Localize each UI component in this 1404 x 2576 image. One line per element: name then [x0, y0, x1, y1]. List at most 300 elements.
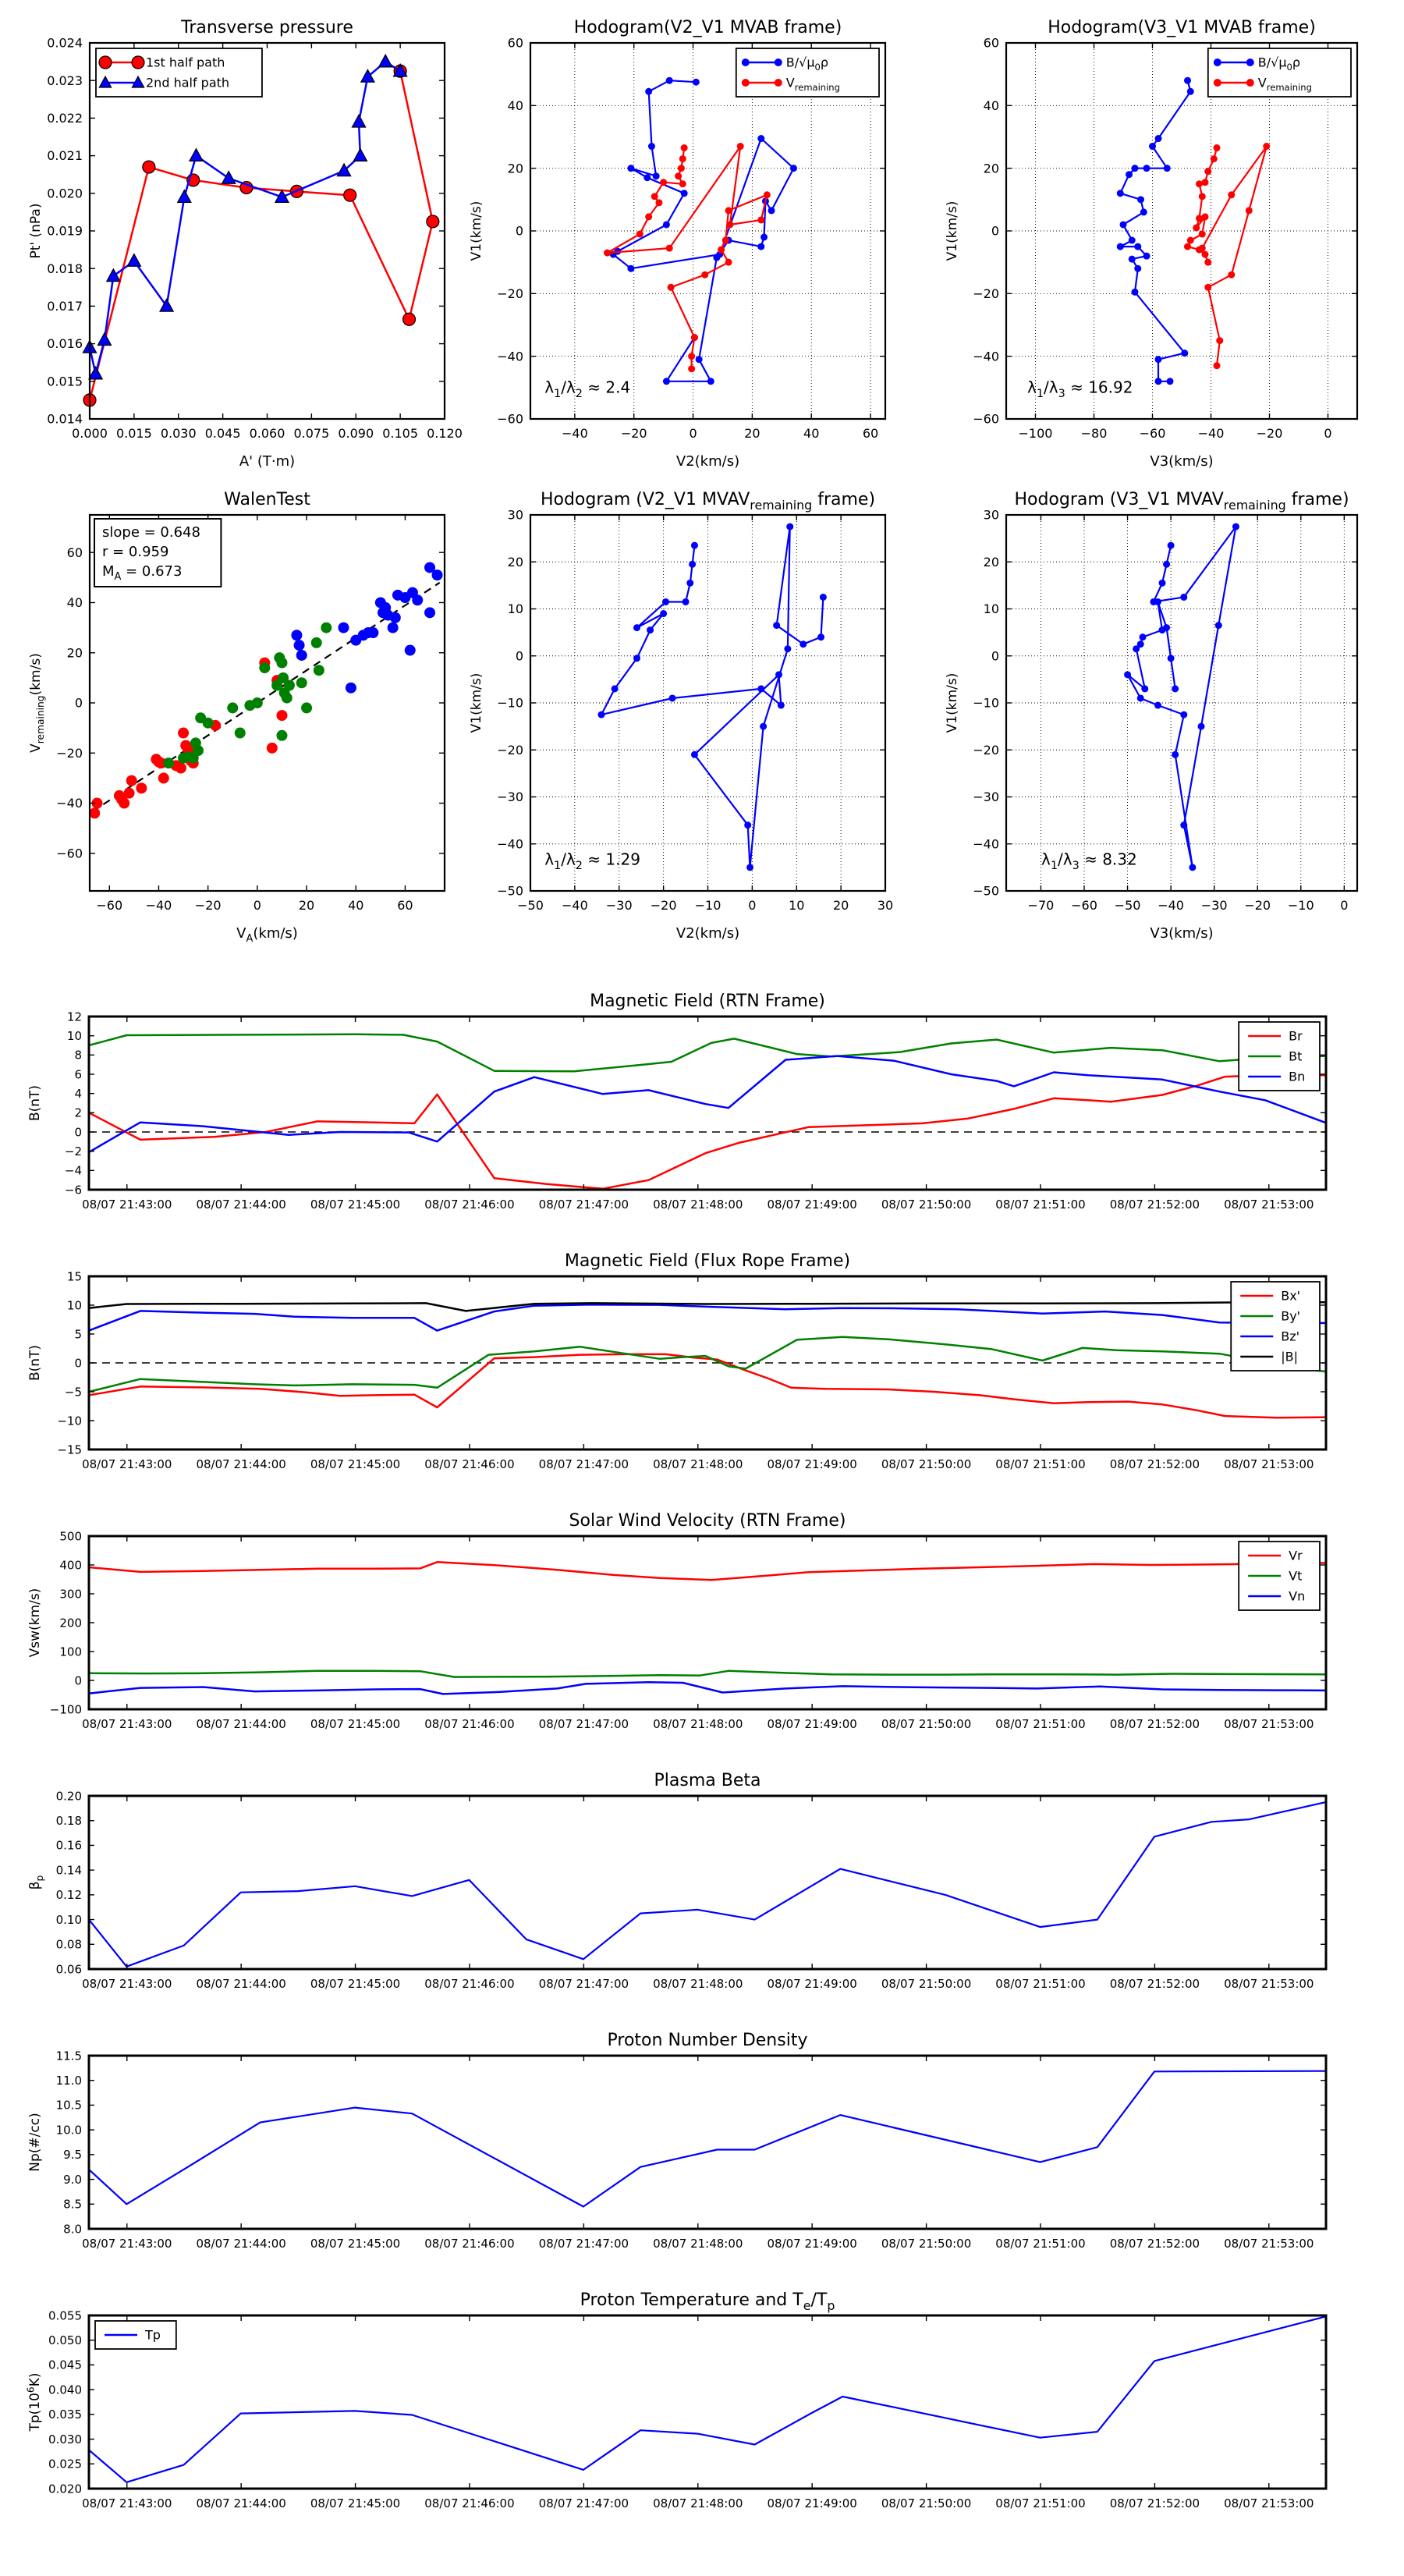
magnetic-field-rtn-legend	[1239, 1022, 1320, 1091]
x-tick-label: 20	[744, 426, 760, 441]
y-tick-label: 0	[74, 1356, 82, 1371]
y-tick-label: 0.014	[47, 411, 83, 427]
transverse-pressure-title: Transverse pressure	[181, 18, 353, 37]
y-tick-label: 0	[991, 223, 999, 239]
x-tick-label: 08/07 21:53:00	[1224, 1457, 1314, 1471]
x-tick-label: −20	[1256, 426, 1283, 441]
walen-test-title: WalenTest	[224, 490, 310, 509]
y-tick-label: 0.025	[48, 2457, 82, 2471]
x-tick-label: 08/07 21:45:00	[310, 1198, 401, 1212]
y-tick-label: 20	[507, 554, 523, 569]
y-tick-label: 0.055	[48, 2308, 82, 2323]
magnetic-field-rtn-title: Magnetic Field (RTN Frame)	[590, 992, 825, 1011]
y-tick-label: 500	[59, 1529, 82, 1544]
x-tick-label: 08/07 21:48:00	[653, 1717, 743, 1731]
y-tick-label: 8	[74, 1048, 82, 1063]
x-tick-label: 20	[298, 898, 315, 913]
y-tick-label: −50	[497, 883, 523, 899]
y-tick-label: 0.16	[55, 1838, 82, 1853]
x-tick-label: −30	[605, 898, 633, 913]
y-tick-label: 20	[983, 161, 999, 176]
y-tick-label: 20	[66, 645, 83, 661]
y-tick-label: 0.022	[47, 111, 83, 126]
y-tick-label: 0.040	[48, 2383, 82, 2397]
y-tick-label: 400	[59, 1558, 82, 1573]
y-tick-label: 0	[515, 648, 523, 664]
walen-test-ylabel: $V_{remaining}(km/s)$	[28, 653, 46, 753]
x-tick-label: 08/07 21:47:00	[538, 1717, 629, 1731]
x-tick-label: 08/07 21:52:00	[1109, 1717, 1200, 1731]
y-tick-label: −30	[973, 789, 999, 805]
x-tick-label: 08/07 21:44:00	[196, 1198, 286, 1212]
x-tick-label: 40	[803, 426, 820, 441]
y-tick-label: 0.18	[55, 1813, 82, 1828]
x-tick-label: 0.075	[293, 426, 330, 441]
plasma-beta-panel	[11, 1758, 1387, 2053]
y-tick-label: 0.020	[48, 2482, 82, 2496]
plasma-beta-title: Plasma Beta	[654, 1771, 761, 1790]
x-tick-label: 08/07 21:46:00	[424, 2496, 515, 2510]
x-tick-label: −10	[1287, 898, 1314, 913]
y-tick-label: −40	[497, 836, 523, 852]
y-tick-label: 10	[507, 601, 523, 617]
legend-label: $V_{remaining}$	[1257, 75, 1312, 94]
y-tick-label: 8.0	[63, 2222, 82, 2237]
magnetic-field-rtn-ylabel: B(nT)	[27, 1084, 43, 1122]
y-tick-label: 0.20	[55, 1789, 82, 1804]
legend-label: Bn	[1289, 1069, 1306, 1084]
y-tick-label: 60	[507, 35, 523, 51]
x-tick-label: 0.015	[115, 426, 152, 441]
transverse-pressure-series	[83, 55, 438, 406]
x-tick-label: 08/07 21:46:00	[424, 2237, 515, 2251]
plasma-beta-svg	[11, 1758, 1387, 2053]
magnetic-field-flux-rope-series	[89, 1302, 1326, 1418]
y-tick-label: 30	[983, 507, 999, 523]
hodogram-v3v1-mvab-svg	[928, 5, 1404, 503]
proton-temperature-ylabel: $Tp(10^6K)$	[25, 2372, 43, 2432]
y-tick-label: 40	[983, 98, 999, 113]
x-tick-label: 08/07 21:52:00	[1109, 1457, 1200, 1471]
y-tick-label: −60	[497, 411, 523, 427]
x-tick-label: −60	[1139, 426, 1166, 441]
y-tick-label: 60	[983, 35, 999, 51]
hodogram-v3v1-mvav-xlabel: V3(km/s)	[1150, 925, 1214, 942]
walen-test-plot	[12, 477, 505, 975]
annotation: $\lambda_1/\lambda_3 \approx 8.32$	[1041, 850, 1137, 872]
stats-line: $M_A = 0.673$	[102, 563, 183, 584]
x-tick-label: 08/07 21:45:00	[310, 1717, 401, 1731]
y-tick-label: 8.5	[63, 2197, 82, 2212]
magnetic-field-flux-rope-ylabel: B(nT)	[27, 1344, 43, 1382]
legend-label: 2nd half path	[146, 75, 230, 90]
magnetic-field-flux-rope-title: Magnetic Field (Flux Rope Frame)	[564, 1251, 851, 1271]
x-tick-label: 08/07 21:51:00	[995, 2237, 1086, 2251]
plasma-beta-series	[89, 1802, 1326, 1967]
y-tick-label: −5	[64, 1385, 82, 1400]
x-tick-label: 08/07 21:47:00	[538, 1457, 629, 1471]
x-tick-label: 08/07 21:50:00	[881, 2237, 972, 2251]
x-tick-label: 30	[877, 898, 894, 913]
hodogram-v2v1-mvav-svg	[452, 477, 946, 975]
x-tick-label: 08/07 21:51:00	[995, 1198, 1086, 1212]
x-tick-label: 0.030	[160, 426, 197, 441]
y-tick-label: 11.0	[55, 2073, 82, 2088]
x-tick-label: 08/07 21:53:00	[1224, 2237, 1314, 2251]
y-tick-label: 40	[507, 98, 523, 113]
hodogram-v2v1-mvab-ylabel: V1(km/s)	[469, 200, 484, 261]
proton-temperature-series	[89, 2316, 1326, 2482]
legend-label: |B|	[1281, 1349, 1299, 1364]
x-tick-label: −10	[694, 898, 722, 913]
y-tick-label: 10	[66, 1298, 82, 1313]
transverse-pressure-svg	[12, 5, 505, 503]
stats-line: slope = 0.648	[102, 524, 200, 541]
proton-temperature-panel	[11, 2278, 1387, 2573]
x-tick-label: 20	[832, 898, 849, 913]
x-tick-label: 0.000	[72, 426, 108, 441]
x-tick-label: 08/07 21:43:00	[82, 1977, 172, 1991]
y-tick-label: 10.0	[55, 2123, 82, 2138]
x-tick-label: 08/07 21:46:00	[424, 1977, 515, 1991]
y-tick-label: −60	[973, 411, 999, 427]
x-tick-label: 08/07 21:53:00	[1224, 1198, 1314, 1212]
x-tick-label: 08/07 21:52:00	[1109, 1198, 1200, 1212]
x-tick-label: 08/07 21:47:00	[538, 1198, 629, 1212]
annotation: $\lambda_1/\lambda_2 \approx 2.4$	[544, 378, 631, 400]
hodogram-v2v1-mvab-legend	[736, 48, 879, 97]
x-tick-label: 08/07 21:44:00	[196, 1977, 286, 1991]
annotation: $\lambda_1/\lambda_3 \approx 16.92$	[1027, 378, 1133, 400]
x-tick-label: 08/07 21:51:00	[995, 2496, 1086, 2510]
x-tick-label: 08/07 21:45:00	[310, 2496, 401, 2510]
transverse-pressure-xlabel: A' (T·m)	[239, 453, 296, 470]
proton-number-density-svg	[11, 2018, 1387, 2313]
hodogram-v3v1-mvav-series	[1124, 523, 1239, 871]
hodogram-v2v1-mvab-xlabel: V2(km/s)	[675, 453, 740, 470]
y-tick-label: −40	[56, 796, 83, 811]
y-tick-label: 0.017	[47, 299, 83, 314]
y-tick-label: 0	[74, 1125, 82, 1140]
legend-label: Bz'	[1281, 1329, 1300, 1344]
x-tick-label: 08/07 21:48:00	[653, 1977, 743, 1991]
legend-label: Br	[1289, 1028, 1303, 1044]
y-tick-label: 0.016	[47, 336, 83, 352]
y-tick-label: −20	[497, 286, 523, 301]
x-tick-label: 08/07 21:47:00	[538, 2237, 629, 2251]
transverse-pressure-ylabel: Pt' (nPa)	[28, 203, 44, 259]
x-tick-label: 0.105	[382, 426, 419, 441]
x-tick-label: 08/07 21:49:00	[767, 1457, 857, 1471]
y-tick-label: −20	[497, 742, 523, 758]
y-tick-label: −60	[56, 846, 83, 861]
y-tick-label: −40	[973, 349, 999, 364]
x-tick-label: 08/07 21:53:00	[1224, 1717, 1314, 1731]
y-tick-label: 0.06	[55, 1962, 82, 1977]
y-tick-label: −20	[56, 745, 83, 761]
x-tick-label: −70	[1027, 898, 1055, 913]
y-tick-label: 0.12	[55, 1888, 82, 1903]
hodogram-v3v1-mvab-xlabel: V3(km/s)	[1150, 453, 1214, 470]
proton-number-density-panel	[11, 2018, 1387, 2313]
y-tick-label: 0.14	[55, 1863, 82, 1878]
hodogram-v3v1-mvab-legend	[1208, 48, 1351, 97]
x-tick-label: 60	[397, 898, 413, 913]
legend-label: Vr	[1289, 1548, 1303, 1563]
x-tick-label: 08/07 21:52:00	[1109, 2496, 1200, 2510]
stats-line: r = 0.959	[102, 544, 169, 560]
walen-test-series	[89, 562, 442, 818]
proton-number-density-series	[89, 2071, 1326, 2207]
hodogram-v2v1-mvav-title: Hodogram (V2_V1 $MVAV_{remaining}$ frame)	[540, 490, 876, 513]
y-tick-label: 10.5	[55, 2098, 82, 2113]
legend-label: $V_{remaining}$	[785, 75, 840, 94]
hodogram-v2v1-mvab-svg	[452, 5, 946, 503]
y-tick-label: 0	[74, 1673, 82, 1688]
hodogram-v2v1-mvav-xlabel: V2(km/s)	[675, 925, 740, 942]
y-tick-label: −10	[57, 1414, 82, 1428]
legend-label: Bx'	[1281, 1288, 1301, 1304]
x-tick-label: 08/07 21:50:00	[881, 1717, 972, 1731]
magnetic-field-rtn-panel	[11, 979, 1387, 1274]
y-tick-label: 0.019	[47, 223, 83, 239]
x-tick-label: 08/07 21:51:00	[995, 1977, 1086, 1991]
x-tick-label: 08/07 21:45:00	[310, 2237, 401, 2251]
solar-wind-velocity-legend	[1239, 1542, 1320, 1610]
y-tick-label: 0.024	[47, 35, 83, 51]
x-tick-label: −50	[517, 898, 544, 913]
transverse-pressure-plot	[12, 5, 505, 503]
x-tick-label: 08/07 21:46:00	[424, 1457, 515, 1471]
y-tick-label: 20	[507, 161, 523, 176]
y-tick-label: 0.020	[47, 186, 83, 201]
x-tick-label: 60	[862, 426, 879, 441]
x-tick-label: 08/07 21:44:00	[196, 1457, 286, 1471]
x-tick-label: 08/07 21:45:00	[310, 1977, 401, 1991]
x-tick-label: 40	[348, 898, 364, 913]
x-tick-label: −20	[194, 898, 222, 913]
x-tick-label: 08/07 21:43:00	[82, 1457, 172, 1471]
x-tick-label: −40	[145, 898, 172, 913]
y-tick-label: 0.018	[47, 261, 83, 276]
x-tick-label: 08/07 21:47:00	[538, 1977, 629, 1991]
y-tick-label: 60	[66, 545, 83, 560]
x-tick-label: 08/07 21:46:00	[424, 1198, 515, 1212]
magnetic-field-flux-rope-legend	[1231, 1282, 1320, 1371]
x-tick-label: 08/07 21:43:00	[82, 1198, 172, 1212]
x-tick-label: −60	[96, 898, 123, 913]
x-tick-label: 08/07 21:48:00	[653, 1457, 743, 1471]
y-tick-label: 0.050	[48, 2333, 82, 2347]
y-tick-label: 0.035	[48, 2407, 82, 2422]
x-tick-label: −20	[620, 426, 647, 441]
y-tick-label: −10	[973, 695, 999, 711]
y-tick-label: 30	[507, 507, 523, 523]
y-tick-label: 10	[66, 1028, 82, 1043]
hodogram-v2v1-mvab-plot	[452, 5, 946, 503]
y-tick-label: 4	[74, 1086, 82, 1101]
legend-label: 1st half path	[146, 55, 225, 70]
legend-label: Vt	[1289, 1568, 1303, 1584]
x-tick-label: 08/07 21:45:00	[310, 1457, 401, 1471]
x-tick-label: 08/07 21:53:00	[1224, 2496, 1314, 2510]
legend-label: $B/√\mu_0\rho$	[1257, 55, 1301, 73]
y-tick-label: −40	[973, 836, 999, 852]
y-tick-label: −50	[973, 883, 999, 899]
x-tick-label: −40	[1158, 898, 1184, 913]
y-tick-label: −6	[64, 1183, 82, 1198]
y-tick-label: −15	[57, 1442, 82, 1457]
y-tick-label: 0.10	[55, 1912, 82, 1927]
y-tick-label: −2	[64, 1144, 82, 1158]
x-tick-label: 08/07 21:47:00	[538, 2496, 629, 2510]
solar-wind-velocity-title: Solar Wind Velocity (RTN Frame)	[569, 1511, 846, 1531]
x-tick-label: 08/07 21:50:00	[881, 1457, 972, 1471]
hodogram-v3v1-mvav-plot	[928, 477, 1404, 975]
hodogram-v2v1-mvav-plot	[452, 477, 946, 975]
y-tick-label: 0.015	[47, 374, 83, 389]
x-tick-label: 08/07 21:53:00	[1224, 1977, 1314, 1991]
magnetic-field-rtn-series	[89, 1034, 1326, 1189]
solar-wind-velocity-panel	[11, 1499, 1387, 1794]
legend-label: By'	[1281, 1308, 1301, 1324]
hodogram-v3v1-mvab-ylabel: V1(km/s)	[945, 200, 960, 261]
annotation: $\lambda_1/\lambda_2 \approx 1.29$	[544, 850, 640, 872]
x-tick-label: 0	[748, 898, 757, 913]
proton-number-density-title: Proton Number Density	[607, 2031, 808, 2050]
magnetic-field-flux-rope-panel	[11, 1239, 1387, 1534]
plasma-beta-ylabel: $\beta_p$	[27, 1875, 45, 1890]
y-tick-label: 10	[983, 601, 999, 617]
x-tick-label: −40	[561, 426, 588, 441]
solar-wind-velocity-series	[89, 1562, 1326, 1694]
hodogram-v2v1-mvav-ylabel: V1(km/s)	[469, 672, 484, 733]
y-tick-label: 300	[59, 1587, 82, 1602]
x-tick-label: 08/07 21:49:00	[767, 2237, 857, 2251]
legend-label: Vn	[1289, 1588, 1306, 1604]
y-tick-label: 0.030	[48, 2432, 82, 2446]
y-tick-label: 0.045	[48, 2358, 82, 2372]
y-tick-label: −20	[973, 742, 999, 758]
x-tick-label: 0.060	[249, 426, 285, 441]
x-tick-label: −60	[1071, 898, 1097, 913]
solar-wind-velocity-ylabel: Vsw(km/s)	[27, 1588, 43, 1658]
hodogram-v3v1-mvav-ylabel: V1(km/s)	[945, 672, 960, 733]
x-tick-label: 08/07 21:43:00	[82, 2237, 172, 2251]
x-tick-label: 08/07 21:52:00	[1109, 2237, 1200, 2251]
x-tick-label: 08/07 21:52:00	[1109, 1977, 1200, 1991]
x-tick-label: 08/07 21:50:00	[881, 2496, 972, 2510]
x-tick-label: −30	[1200, 898, 1228, 913]
x-tick-label: 08/07 21:49:00	[767, 2496, 857, 2510]
x-tick-label: 08/07 21:49:00	[767, 1717, 857, 1731]
legend-label: $B/√\mu_0\rho$	[785, 55, 829, 73]
y-tick-label: −20	[973, 286, 999, 301]
y-tick-label: 12	[66, 1009, 82, 1024]
y-tick-label: 0.021	[47, 148, 83, 164]
x-tick-label: −80	[1080, 426, 1108, 441]
x-tick-label: 08/07 21:44:00	[196, 2496, 286, 2510]
x-tick-label: 08/07 21:44:00	[196, 1717, 286, 1731]
y-tick-label: 11.5	[55, 2049, 82, 2063]
hodogram-v3v1-mvav-svg	[928, 477, 1404, 975]
magnetic-field-flux-rope-svg	[11, 1239, 1387, 1534]
magnetic-field-rtn-svg	[11, 979, 1387, 1274]
x-tick-label: 08/07 21:50:00	[881, 1198, 972, 1212]
legend-label: Bt	[1289, 1048, 1303, 1064]
y-tick-label: 20	[983, 554, 999, 569]
y-tick-label: 100	[59, 1645, 82, 1659]
x-tick-label: 08/07 21:48:00	[653, 1198, 743, 1212]
y-tick-label: 9.0	[63, 2172, 82, 2187]
x-tick-label: 0	[253, 898, 261, 913]
x-tick-label: −20	[650, 898, 677, 913]
y-tick-label: −10	[497, 695, 523, 711]
hodogram-v2v1-mvab-title: Hodogram(V2_V1 MVAB frame)	[573, 18, 842, 37]
x-tick-label: 08/07 21:49:00	[767, 1977, 857, 1991]
y-tick-label: 15	[66, 1269, 82, 1284]
x-tick-label: 08/07 21:50:00	[881, 1977, 972, 1991]
proton-temperature-title: Proton Temperature and $T_e/T_p$	[580, 2290, 835, 2314]
x-tick-label: −50	[1114, 898, 1141, 913]
y-tick-label: −40	[497, 349, 523, 364]
x-tick-label: −40	[1197, 426, 1225, 441]
x-tick-label: −40	[561, 898, 588, 913]
y-tick-label: 5	[74, 1327, 82, 1342]
x-tick-label: 0.090	[338, 426, 374, 441]
proton-number-density-ylabel: Np(#/cc)	[27, 2113, 43, 2172]
y-tick-label: 6	[74, 1067, 82, 1082]
y-tick-label: 40	[66, 595, 83, 611]
x-tick-label: 08/07 21:48:00	[653, 2237, 743, 2251]
y-tick-label: 0	[74, 695, 83, 711]
x-tick-label: −100	[1018, 426, 1053, 441]
y-tick-label: 200	[59, 1616, 82, 1630]
y-tick-label: 2	[74, 1105, 82, 1120]
y-tick-label: 9.5	[63, 2148, 82, 2163]
x-tick-label: 08/07 21:48:00	[653, 2496, 743, 2510]
walen-test-xlabel: $V_A(km/s)$	[236, 925, 298, 946]
x-tick-label: 08/07 21:44:00	[196, 2237, 286, 2251]
y-tick-label: −30	[497, 789, 523, 805]
y-tick-label: −4	[64, 1163, 82, 1178]
proton-temperature-svg	[11, 2278, 1387, 2573]
x-tick-label: 0	[689, 426, 697, 441]
x-tick-label: 0.045	[204, 426, 241, 441]
proton-temperature-legend	[95, 2321, 176, 2349]
y-tick-label: 0	[991, 648, 999, 664]
legend-label: Tp	[145, 2327, 161, 2343]
x-tick-label: 08/07 21:43:00	[82, 1717, 172, 1731]
hodogram-v3v1-mvab-plot	[928, 5, 1404, 503]
x-tick-label: 10	[789, 898, 805, 913]
y-tick-label: 0	[515, 223, 523, 239]
x-tick-label: 08/07 21:46:00	[424, 1717, 515, 1731]
solar-wind-velocity-svg	[11, 1499, 1387, 1794]
x-tick-label: 0	[1340, 898, 1349, 913]
x-tick-label: 08/07 21:43:00	[82, 2496, 172, 2510]
walen-test-svg	[12, 477, 505, 975]
transverse-pressure-legend	[96, 48, 262, 97]
y-tick-label: 0.023	[47, 73, 83, 88]
y-tick-label: −100	[49, 1702, 82, 1717]
hodogram-v3v1-mvav-title: Hodogram (V3_V1 $MVAV_{remaining}$ frame)	[1014, 490, 1349, 513]
x-tick-label: 0.120	[427, 426, 463, 441]
x-tick-label: 08/07 21:51:00	[995, 1717, 1086, 1731]
x-tick-label: 0	[1324, 426, 1332, 441]
x-tick-label: 08/07 21:49:00	[767, 1198, 857, 1212]
hodogram-v2v1-mvav-series	[598, 523, 827, 871]
